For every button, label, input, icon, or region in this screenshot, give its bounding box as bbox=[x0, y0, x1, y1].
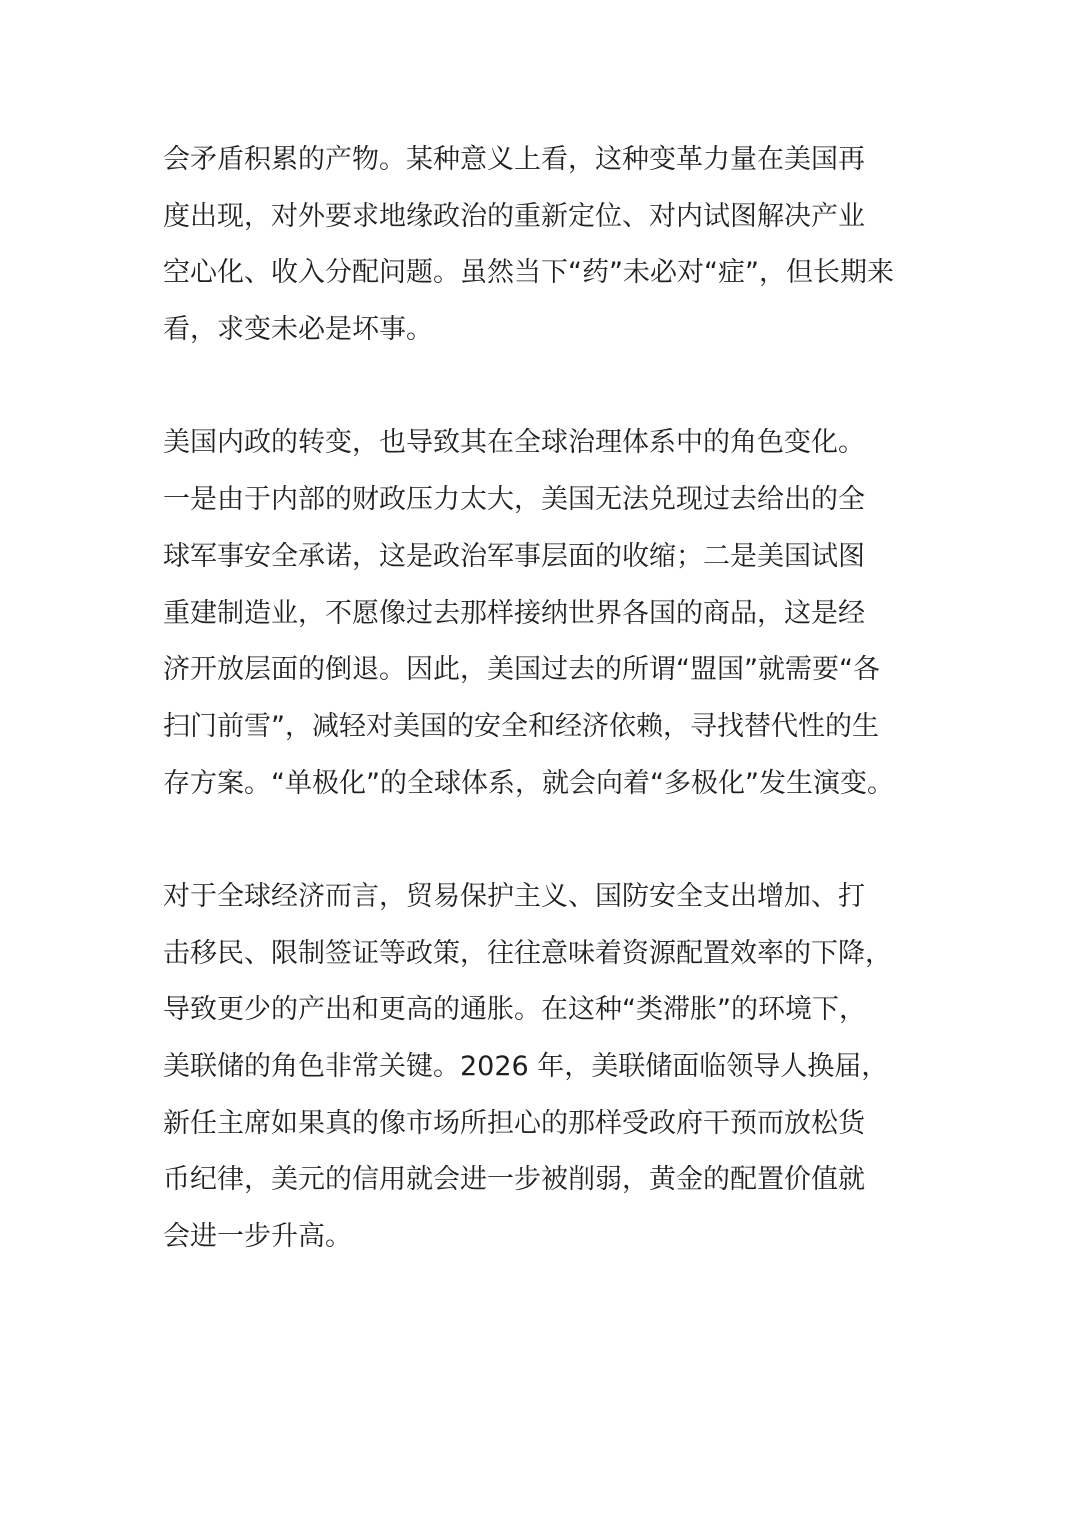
text-line: 空心化、收入分配问题。虽然当下“药”未必对“症”，但长期来 bbox=[163, 257, 894, 289]
text-line: 度出现，对外要求地缘政治的重新定位、对内试图解决产业 bbox=[163, 200, 865, 232]
text-line: 重建制造业，不愿像过去那样接纳世界各国的商品，这是经 bbox=[163, 597, 865, 629]
text-line: 导致更少的产出和更高的通胀。在这种“类滞胀”的环境下， bbox=[163, 994, 866, 1026]
text-line: 看，求变未必是坏事。 bbox=[163, 314, 433, 346]
text-line: 美国内政的转变，也导致其在全球治理体系中的角色变化。 bbox=[163, 427, 865, 459]
text-line: 击移民、限制签证等政策，往往意味着资源配置效率的下降， bbox=[163, 937, 892, 969]
text-line: 对于全球经济而言，贸易保护主义、国防安全支出增加、打 bbox=[163, 880, 865, 912]
text-line: 美联储的角色非常关键。2026 年，美联储面临领导人换届， bbox=[163, 1051, 889, 1082]
paragraph-3 bbox=[163, 869, 918, 1266]
text-line: 新任主席如果真的像市场所担心的那样受政府干预而放松货 bbox=[163, 1107, 865, 1139]
text-line: 球军事安全承诺，这是政治军事层面的收缩；二是美国试图 bbox=[163, 540, 865, 572]
text-line: 一是由于内部的财政压力太大，美国无法兑现过去给出的全 bbox=[163, 484, 865, 516]
text-line: 扫门前雪”，减轻对美国的安全和经济依赖，寻找替代性的生 bbox=[163, 710, 879, 742]
text-line: 会矛盾积累的产物。某种意义上看，这种变革力量在美国再 bbox=[163, 144, 865, 175]
text-line: 会进一步升高。 bbox=[163, 1221, 352, 1253]
text-line: 币纪律，美元的信用就会进一步被削弱，黄金的配置价值就 bbox=[163, 1164, 865, 1196]
article-body bbox=[163, 132, 918, 1266]
paragraph-1 bbox=[163, 132, 918, 359]
text-line: 济开放层面的倒退。因此，美国过去的所谓“盟国”就需要“各 bbox=[163, 654, 880, 686]
text-line: 存方案。“单极化”的全球体系，就会向着“多极化”发生演变。 bbox=[163, 767, 894, 799]
paragraph-2 bbox=[163, 415, 918, 812]
